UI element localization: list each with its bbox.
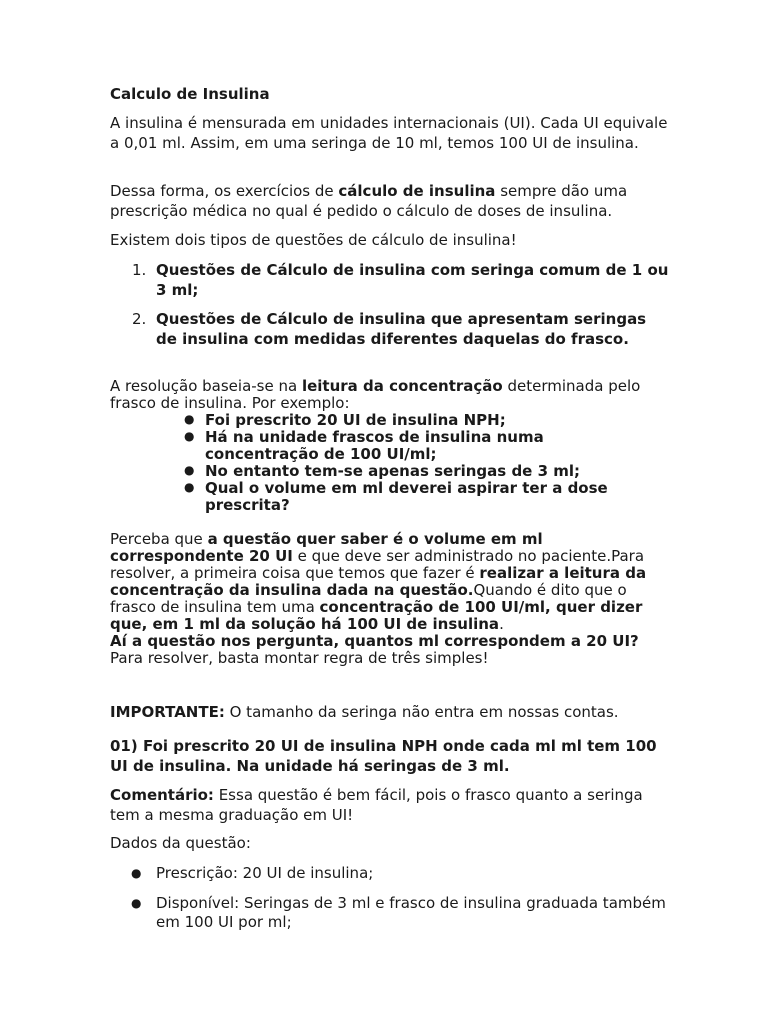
paragraph-explanation: [110, 531, 670, 667]
list-item: [180, 412, 660, 429]
important-note: [110, 703, 670, 723]
list-item-text: Foi prescrito 20 UI de insulina NPH;: [205, 411, 506, 429]
list-item-text: No entanto tem-se apenas seringas de 3 ml;: [205, 462, 580, 480]
example-list: [180, 412, 660, 514]
list-item-text: Qual o volume em ml deverei aspirar ter a dose prescrita?: [205, 479, 608, 514]
important-label: IMPORTANTE:: [110, 703, 225, 721]
paragraph-types: Existem dois tipos de questões de cálculo de insulina!: [110, 231, 517, 249]
comment-text: Essa questão é bem fácil, pois o frasco quanto a seringa tem a mesma graduação em UI!: [110, 786, 643, 824]
doc-title: Calculo de Insulina: [110, 85, 270, 103]
important-text: O tamanho da seringa não entra em nossas contas.: [224, 703, 619, 721]
text-run: .: [499, 615, 504, 633]
paragraph-exercises: [110, 182, 670, 221]
bold-run: a questão quer saber é o volume em ml correspondente 20 UI: [110, 530, 543, 565]
list-item-text: Questões de Cálculo de insulina com seringa comum de 1 ou 3 ml;: [156, 261, 669, 299]
bullet-icon: ●: [131, 866, 142, 880]
bullet-icon: ●: [184, 463, 195, 477]
list-item-text: Prescrição: 20 UI de insulina;: [156, 864, 374, 882]
list-item: [180, 480, 660, 514]
data-list: [110, 864, 670, 933]
bullet-icon: ●: [184, 412, 195, 426]
list-item: [180, 429, 660, 463]
list-item: [180, 463, 660, 480]
comment-label: Comentário:: [110, 786, 214, 804]
bullet-icon: ●: [131, 895, 142, 910]
text-run: determinada pelo frasco de insulina. Por exemplo:: [110, 377, 641, 412]
data-heading: Dados da questão:: [110, 834, 251, 852]
paragraph-intro: A insulina é mensurada em unidades internacionais (UI). Cada UI equivale a 0,01 ml. Assim, em uma seringa de 10 ml, temos 100 UI de insulina.: [110, 114, 668, 152]
bullet-icon: ●: [184, 480, 195, 494]
bold-run: cálculo de insulina: [338, 182, 496, 200]
bold-run: concentração de 100 UI/ml, quer dizer que, em 1 ml da solução há 100 UI de insulina: [110, 598, 643, 633]
list-item-text: Há na unidade frascos de insulina numa concentração de 100 UI/ml;: [205, 428, 544, 463]
text-run: Perceba que: [110, 530, 208, 548]
list-item-text: Disponível: Seringas de 3 ml e frasco de insulina graduada também em 100 UI por ml;: [156, 893, 666, 931]
list-number: 2.: [132, 310, 147, 328]
question-types-list: [110, 261, 670, 349]
list-item: [110, 864, 670, 884]
comment: [110, 786, 670, 825]
list-number: 1.: [132, 261, 147, 279]
list-item-text: Questões de Cálculo de insulina que apresentam seringas de insulina com medidas diferentes daquelas do frasco.: [156, 310, 647, 348]
list-item: [110, 261, 670, 300]
list-item: [110, 310, 670, 349]
question-1: 01) Foi prescrito 20 UI de insulina NPH onde cada ml ml tem 100 UI de insulina. Na unidade há seringas de 3 ml.: [110, 737, 657, 775]
bold-run: Aí a questão nos pergunta, quantos ml correspondem a 20 UI?: [110, 632, 639, 650]
list-item: [110, 894, 670, 933]
bold-run: realizar a leitura da concentração da insulina dada na questão.: [110, 564, 647, 599]
bullet-icon: ●: [184, 429, 195, 443]
text-run: Dessa forma, os exercícios de: [110, 182, 339, 200]
paragraph-resolution: [110, 378, 670, 412]
text-run: A resolução baseia-se na: [110, 377, 302, 395]
text-run: Quando é dito que o frasco de insulina tem uma: [110, 581, 627, 616]
text-run: Para resolver, basta montar regra de três simples!: [110, 649, 489, 667]
text-run: e que deve ser administrado no paciente.Para resolver, a primeira coisa que temos que fazer é: [110, 547, 645, 582]
text-run: sempre dão uma prescrição médica no qual é pedido o cálculo de doses de insulina.: [110, 182, 628, 220]
bold-run: leitura da concentração: [301, 377, 503, 395]
